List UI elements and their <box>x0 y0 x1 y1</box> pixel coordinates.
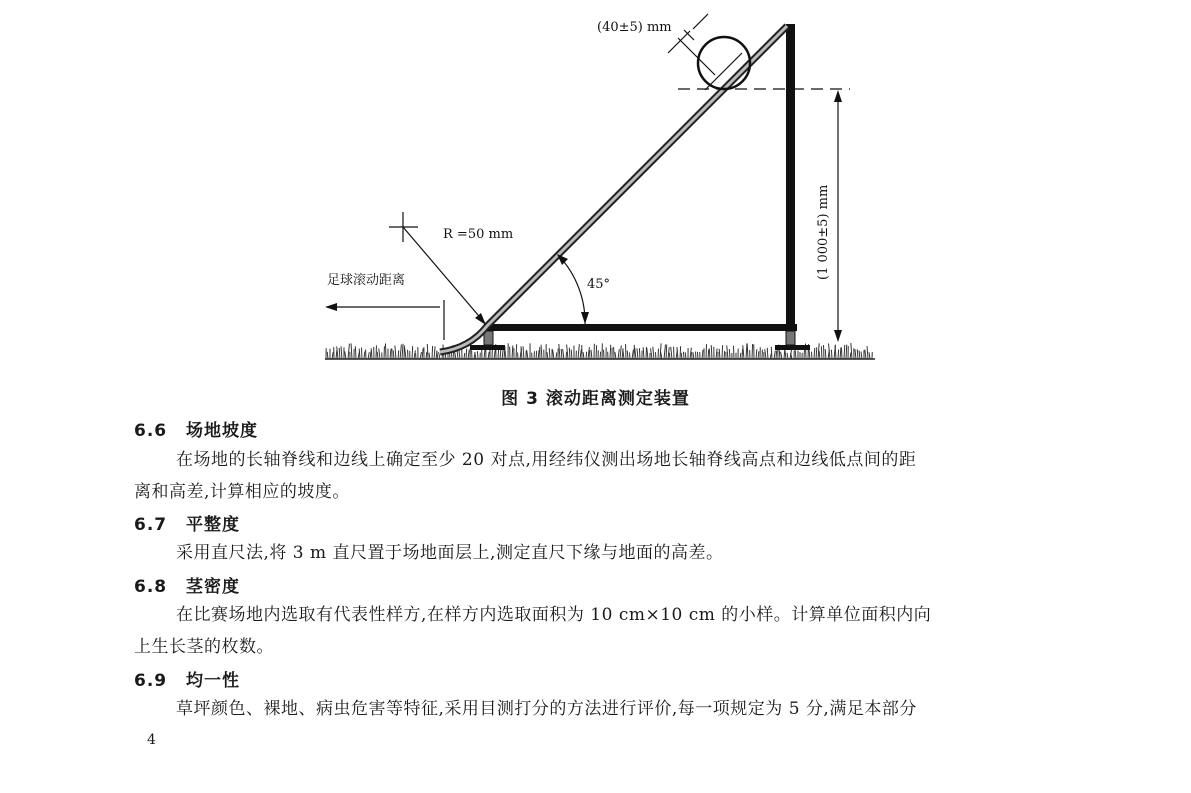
grass-blade <box>695 352 696 359</box>
grass-blade <box>697 352 698 359</box>
paragraph-line: 上生长茎的枚数。 <box>134 637 274 657</box>
grass-blade <box>680 346 681 359</box>
height-dimension <box>834 90 842 342</box>
section-heading <box>134 510 240 535</box>
height-label: (1 000±5) mm <box>816 184 831 280</box>
grass-blade <box>355 346 356 359</box>
radius-label: R =50 mm <box>443 227 514 242</box>
section-paragraph <box>134 599 1059 663</box>
section-paragraph <box>134 444 1059 508</box>
grass-blade <box>566 352 567 359</box>
paragraph-line: 在比赛场地内选取有代表性样方,在样方内选取面积为 10 cm×10 cm 的小样。计算单位面积内向 <box>176 605 932 625</box>
paragraph-line: 在场地的长轴脊线和边线上确定至少 20 对点,用经纬仪测出场地长轴脊线高点和边线低点间的距 <box>176 450 917 470</box>
section-paragraph <box>134 693 1059 725</box>
grass-blade <box>722 345 723 359</box>
grass-blade <box>838 350 839 359</box>
football-ball <box>698 37 750 89</box>
angle-label: 45° <box>587 277 611 292</box>
grass-blade <box>742 349 743 359</box>
grass-blade <box>706 344 707 359</box>
grass-blade <box>432 346 433 359</box>
inclined-ramp <box>440 26 787 352</box>
grass-blade <box>776 351 777 359</box>
grass-blade <box>361 348 362 359</box>
section-number: 6.6 <box>134 421 168 441</box>
grass-blade <box>811 352 812 359</box>
rolling-distance-dimension <box>325 300 444 340</box>
grass-blade <box>412 346 413 359</box>
paragraph-line: 离和高差,计算相应的坡度。 <box>134 482 350 502</box>
grass-blade <box>669 353 670 359</box>
grass-blade <box>385 343 386 359</box>
section-number: 6.7 <box>134 515 168 535</box>
paragraph-line: 采用直尺法,将 3 m 直尺置于场地面层上,测定直尺下缘与地面的高差。 <box>176 543 724 563</box>
grass-blade <box>683 352 684 359</box>
page-number: 4 <box>147 732 156 748</box>
grass-blade <box>639 348 640 359</box>
angle-indicator <box>557 254 589 326</box>
grass-blade <box>729 349 730 359</box>
section-title: 平整度 <box>186 515 240 535</box>
section-heading <box>134 416 258 441</box>
section-heading <box>134 572 240 597</box>
section-paragraph <box>134 537 1059 569</box>
grass-blade <box>477 351 478 359</box>
grass-blade <box>733 346 734 359</box>
figure-caption: 图 3 滚动距离测定装置 <box>501 389 690 409</box>
grass-blade <box>724 351 725 359</box>
rolling-distance-label: 足球滚动距离 <box>327 273 406 288</box>
section-title: 均一性 <box>186 671 240 691</box>
grass-blade <box>821 346 822 359</box>
section-title: 茎密度 <box>186 577 240 597</box>
grass-blade <box>569 348 570 359</box>
grass-blade <box>516 344 517 359</box>
grass-blade <box>831 350 832 359</box>
section-number: 6.8 <box>134 577 168 597</box>
grass-blade <box>655 352 656 359</box>
grass-blade <box>600 352 601 359</box>
apparatus-diagram <box>0 0 1191 380</box>
section-heading <box>134 666 240 691</box>
rolling-distance-apparatus-figure <box>0 0 1191 380</box>
grass-blade <box>658 349 659 359</box>
grass-blade <box>596 345 597 359</box>
grass-blade <box>841 347 842 359</box>
grass-blade <box>586 352 587 359</box>
grass-blade <box>752 344 753 359</box>
section-number: 6.9 <box>134 671 168 691</box>
paragraph-line: 草坪颜色、裸地、病虫危害等特征,采用目测打分的方法进行评价,每一项规定为 5 分,满足本部分 <box>176 699 917 719</box>
vertical-support-post <box>786 24 795 331</box>
section-title: 场地坡度 <box>186 421 258 441</box>
diameter-label: (40±5) mm <box>597 20 672 35</box>
grass-blade <box>427 344 428 359</box>
